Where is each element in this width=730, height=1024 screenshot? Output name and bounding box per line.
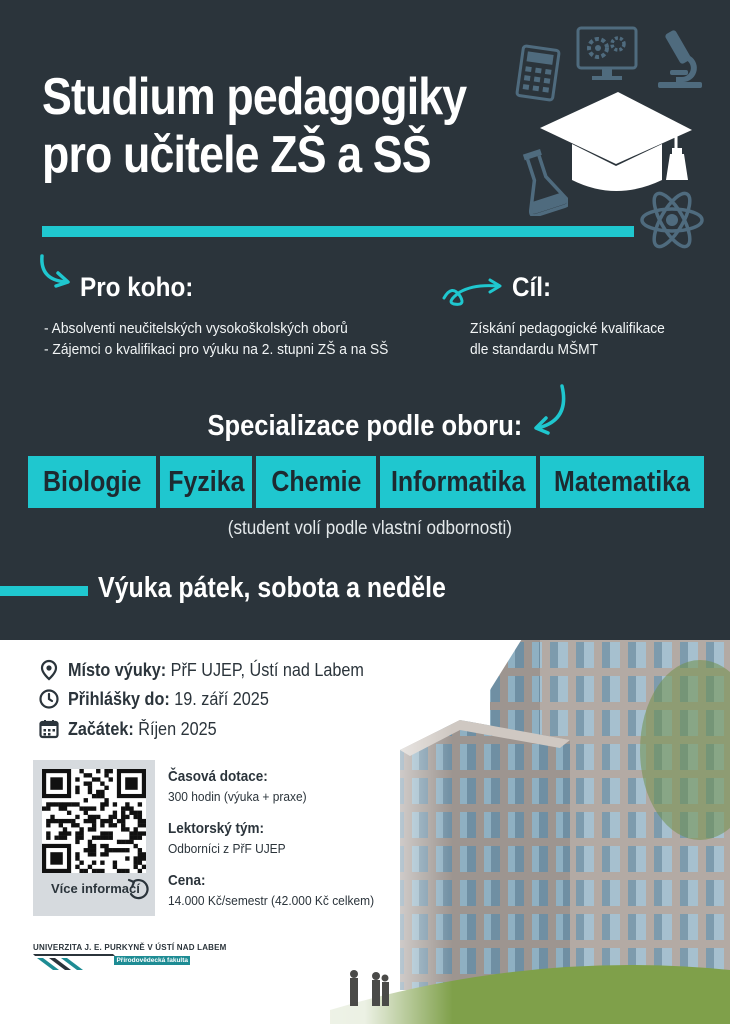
location-pin-icon — [38, 659, 60, 681]
calendar-icon — [38, 718, 60, 740]
subject-list — [28, 456, 704, 508]
curved-arrow-icon — [36, 252, 78, 290]
atom-icon — [638, 186, 706, 254]
subject-chip-informatics: Informatika — [380, 456, 536, 508]
qr-code[interactable] — [42, 769, 146, 873]
detail-value: Odborníci z PřF UJEP — [168, 841, 286, 856]
page-title — [42, 68, 466, 184]
clock-icon — [38, 688, 60, 710]
title-line-2: pro učitele ZŠ a SŠ — [42, 126, 431, 184]
university-logo-stripes — [33, 954, 123, 972]
for-whom-item: - Absolventi neučitelských vysokoškolských oborů — [44, 320, 348, 337]
start-label: Začátek: — [68, 718, 134, 739]
loop-arrow-icon — [440, 274, 506, 310]
title-line-1: Studium pedagogiky — [42, 68, 467, 126]
start-value: Říjen 2025 — [138, 718, 217, 739]
detail-time — [168, 768, 319, 804]
banner-accent-bar — [0, 586, 88, 596]
start-row — [38, 718, 233, 740]
specialization-heading: Specializace podle oboru: — [207, 410, 523, 442]
more-info-label: Více informací — [51, 881, 140, 896]
subject-chip-biology: Biologie — [28, 456, 156, 508]
for-whom-list — [44, 318, 388, 360]
detail-lecturers — [168, 820, 296, 856]
qr-card[interactable] — [33, 760, 155, 916]
flask-icon — [516, 146, 568, 216]
detail-label: Časová dotace: — [168, 768, 268, 785]
redo-arrow-icon — [127, 876, 153, 904]
subject-chip-physics: Fyzika — [160, 456, 252, 508]
goal-heading: Cíl: — [512, 272, 552, 302]
specialization-note: (student volí podle vlastní odbornosti) — [227, 518, 513, 539]
place-row — [38, 659, 397, 681]
schedule-banner: Výuka pátek, sobota a neděle — [98, 572, 446, 604]
detail-value: 300 hodin (výuka + praxe) — [168, 789, 307, 804]
detail-price — [168, 872, 392, 908]
deadline-value: 19. září 2025 — [174, 688, 269, 709]
goal-text — [470, 318, 665, 360]
for-whom-heading: Pro koho: — [80, 272, 194, 302]
goal-line: Získání pedagogické kvalifikace — [470, 320, 665, 337]
subject-chip-mathematics: Matematika — [540, 456, 704, 508]
for-whom-item: - Zájemci o kvalifikaci pro výuku na 2. stupni ZŠ a na SŠ — [44, 341, 389, 358]
microscope-icon — [650, 26, 708, 92]
deadline-label: Přihlášky do: — [68, 688, 170, 709]
monitor-gears-icon — [574, 24, 640, 84]
deadline-row — [38, 688, 291, 710]
place-value: PřF UJEP, Ústí nad Labem — [170, 659, 364, 680]
goal-line: dle standardu MŠMT — [470, 341, 599, 358]
place-label: Místo výuky: — [68, 659, 167, 680]
detail-label: Cena: — [168, 872, 206, 889]
detail-label: Lektorský tým: — [168, 820, 265, 837]
university-name: UNIVERZITA J. E. PURKYNĚ V ÚSTÍ NAD LABEM — [33, 943, 227, 952]
detail-value: 14.000 Kč/semestr (42.000 Kč celkem) — [168, 893, 375, 908]
subject-chip-chemistry: Chemie — [256, 456, 376, 508]
title-underline — [42, 226, 634, 237]
faculty-name: Přírodovědecká fakulta — [114, 956, 190, 965]
